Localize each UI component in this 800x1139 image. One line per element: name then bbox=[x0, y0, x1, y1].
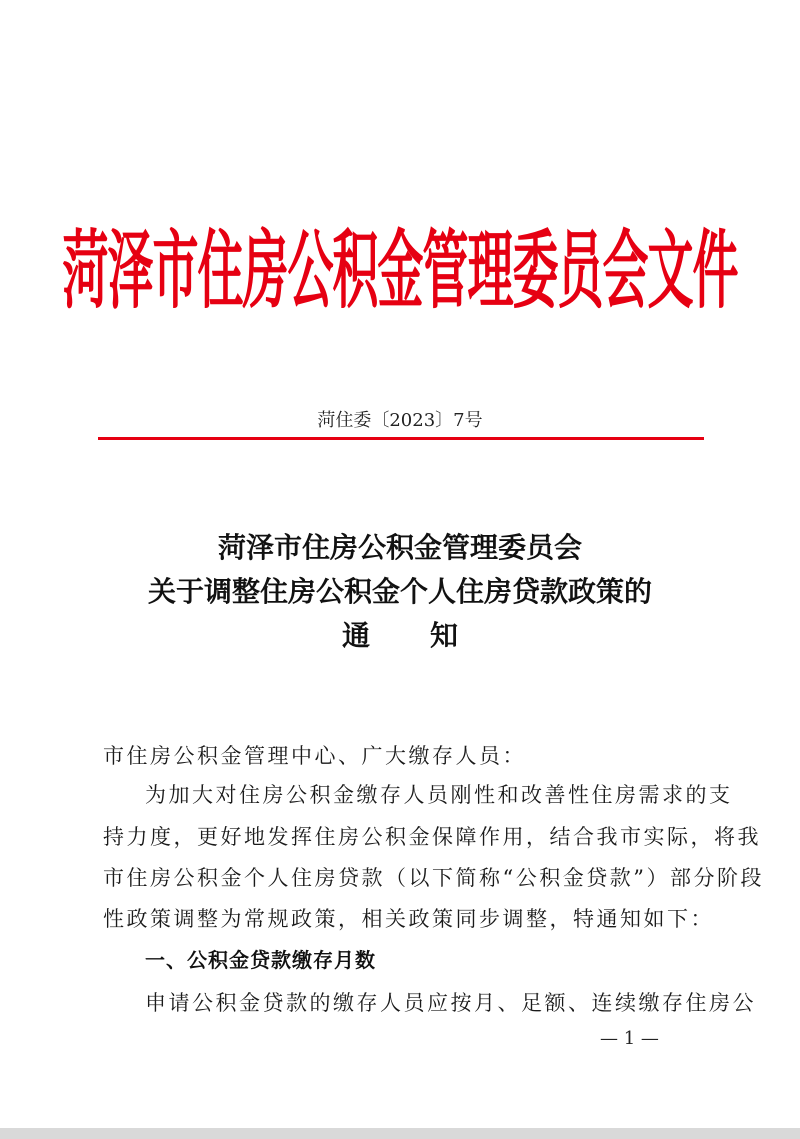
masthead-text: 菏泽市住房公积金管理委员会文件 bbox=[62, 220, 738, 321]
section-1-line-1: 申请公积金贷款的缴存人员应按月、足额、连续缴存住房公 bbox=[145, 991, 756, 1015]
page-bottom-edge bbox=[0, 1128, 800, 1139]
title-line-3: 通知 bbox=[341, 619, 518, 652]
title-line-2: 关于调整住房公积金个人住房贷款政策的 bbox=[147, 575, 652, 608]
paragraph-1-line-4: 性政策调整为常规政策，相关政策同步调整，特通知如下： bbox=[103, 907, 714, 931]
red-divider-line bbox=[98, 437, 704, 440]
section-1-heading: 一、公积金贷款缴存月数 bbox=[145, 948, 376, 972]
title-line-1: 菏泽市住房公积金管理委员会 bbox=[217, 531, 582, 564]
page-number: — 1 — bbox=[600, 1028, 659, 1049]
paragraph-1-line-3: 市住房公积金个人住房贷款（以下简称“公积金贷款”）部分阶段 bbox=[103, 866, 764, 890]
paragraph-1-line-1: 为加大对住房公积金缴存人员刚性和改善性住房需求的支 bbox=[145, 783, 733, 807]
red-masthead bbox=[62, 205, 738, 325]
document-number: 菏住委〔2023〕7号 bbox=[317, 410, 483, 431]
salutation: 市住房公积金管理中心、广大缴存人员： bbox=[103, 744, 526, 768]
paragraph-1-line-2: 持力度，更好地发挥住房公积金保障作用，结合我市实际，将我 bbox=[103, 825, 761, 849]
